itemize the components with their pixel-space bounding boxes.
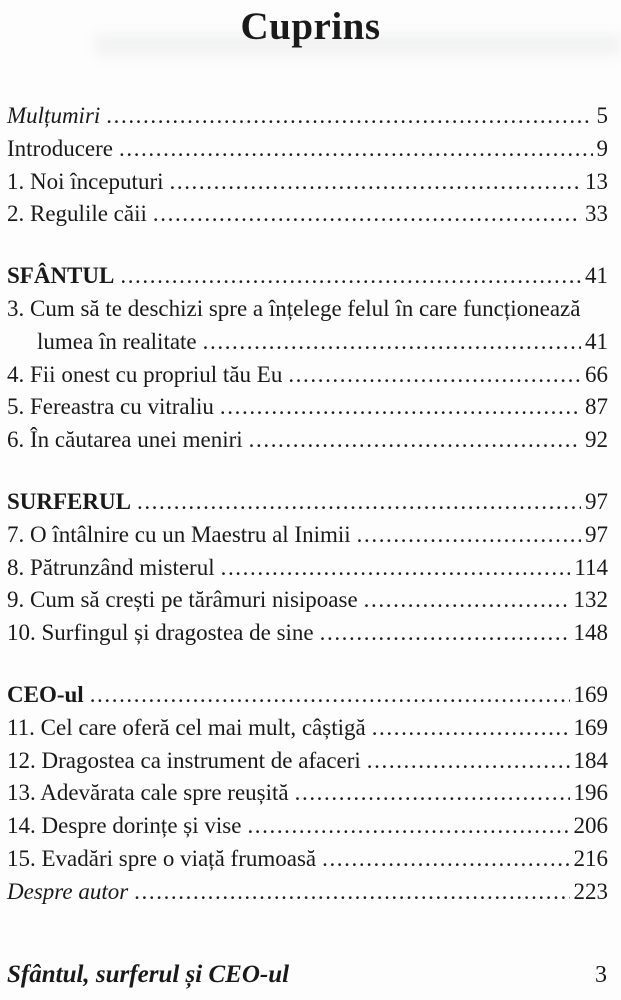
toc-page-number: 184 bbox=[573, 747, 608, 773]
toc-entry bbox=[7, 552, 608, 585]
toc-page-number: 41 bbox=[585, 263, 608, 289]
table-of-contents bbox=[7, 100, 608, 909]
toc-entry-label: 14. Despre dorințe și vise bbox=[7, 813, 242, 839]
toc-entry-label: CEO-ul bbox=[7, 681, 84, 707]
dot-leader bbox=[203, 326, 581, 359]
toc-entry-label: Mulțumiri bbox=[7, 103, 101, 128]
toc-entry-label: 2. Regulile căii bbox=[7, 201, 147, 227]
toc-group bbox=[7, 100, 608, 231]
toc-entry bbox=[7, 679, 608, 712]
toc-entry-label: SURFERUL bbox=[7, 488, 131, 514]
toc-page-number: 97 bbox=[585, 521, 608, 547]
dot-leader bbox=[119, 133, 593, 166]
toc-entry-label: 7. O întâlnire cu un Maestru al Inimii bbox=[7, 521, 351, 547]
dot-leader bbox=[221, 552, 571, 585]
toc-page-number: 5 bbox=[596, 103, 608, 128]
dot-leader bbox=[137, 486, 581, 519]
toc-entry-label: SFÂNTUL bbox=[7, 263, 115, 289]
dot-leader bbox=[367, 745, 570, 778]
toc-page-number: 169 bbox=[573, 681, 608, 707]
toc-page-number: 92 bbox=[585, 427, 608, 453]
dot-leader bbox=[249, 424, 581, 457]
toc-entry bbox=[7, 486, 608, 519]
dot-leader bbox=[134, 876, 569, 909]
page-footer bbox=[7, 958, 607, 992]
toc-entry-label: 1. Noi începuturi bbox=[7, 168, 164, 194]
toc-entry-label: 13. Adevărata cale spre reușită bbox=[7, 780, 289, 806]
dot-leader bbox=[247, 810, 569, 843]
toc-entry bbox=[7, 133, 608, 166]
toc-entry bbox=[7, 326, 608, 359]
toc-entry bbox=[7, 293, 608, 326]
toc-page-number: 66 bbox=[585, 361, 608, 387]
dot-leader bbox=[220, 391, 581, 424]
toc-entry bbox=[7, 166, 608, 199]
toc-page-number: 196 bbox=[573, 780, 608, 806]
toc-entry-label: 4. Fii onest cu propriul tău Eu bbox=[7, 361, 283, 387]
toc-page-number: 87 bbox=[585, 394, 608, 420]
toc-page-number: 148 bbox=[573, 620, 608, 646]
toc-entry-label: 11. Cel care oferă cel mai mult, câștigă bbox=[7, 714, 366, 740]
dot-leader bbox=[170, 166, 582, 199]
toc-entry bbox=[7, 359, 608, 392]
dot-leader bbox=[120, 260, 581, 293]
toc-entry-label: 8. Pătrunzând misterul bbox=[7, 554, 215, 580]
toc-entry-label: 10. Surfingul și dragostea de sine bbox=[7, 620, 314, 646]
toc-entry bbox=[7, 391, 608, 424]
toc-entry bbox=[7, 198, 608, 231]
toc-entry bbox=[7, 519, 608, 552]
toc-page-number: 132 bbox=[573, 587, 608, 613]
toc-entry bbox=[7, 777, 608, 810]
dot-leader bbox=[322, 843, 569, 876]
toc-entry bbox=[7, 876, 608, 909]
toc-group bbox=[7, 486, 608, 650]
dot-leader bbox=[288, 359, 581, 392]
toc-page-number: 33 bbox=[585, 201, 608, 227]
toc-entry-label: 6. În căutarea unei meniri bbox=[7, 427, 243, 453]
dot-leader bbox=[153, 198, 581, 231]
toc-entry-label: lumea în realitate bbox=[37, 328, 197, 354]
toc-entry bbox=[7, 712, 608, 745]
dot-leader bbox=[320, 617, 570, 650]
toc-group bbox=[7, 679, 608, 909]
page-title: Cuprins bbox=[240, 5, 381, 48]
toc-entry-label: 5. Fereastra cu vitraliu bbox=[7, 394, 214, 420]
toc-entry bbox=[7, 617, 608, 650]
dot-leader bbox=[364, 584, 570, 617]
toc-page-number: 114 bbox=[574, 554, 608, 580]
toc-group bbox=[7, 260, 608, 457]
dot-leader bbox=[295, 777, 570, 810]
toc-entry bbox=[7, 260, 608, 293]
footer-book-title: Sfântul, surferul și CEO-ul bbox=[7, 961, 290, 988]
toc-page-number: 97 bbox=[585, 488, 608, 514]
dot-leader bbox=[106, 100, 592, 133]
dot-leader bbox=[372, 712, 570, 745]
toc-entry-label: 15. Evadări spre o viață frumoasă bbox=[7, 845, 317, 871]
toc-page-number: 216 bbox=[573, 845, 608, 871]
toc-entry-label: Introducere bbox=[7, 135, 113, 161]
dot-leader bbox=[357, 519, 581, 552]
toc-entry-label: 9. Cum să crești pe tărâmuri nisipoase bbox=[7, 587, 358, 613]
toc-entry bbox=[7, 745, 608, 778]
toc-page-number: 13 bbox=[585, 168, 608, 194]
footer-page-number: 3 bbox=[595, 962, 607, 988]
toc-entry-label: Despre autor bbox=[7, 878, 129, 904]
toc-entry-label: 12. Dragostea ca instrument de afaceri bbox=[7, 747, 361, 773]
toc-page-number: 223 bbox=[573, 878, 608, 904]
toc-entry bbox=[7, 100, 608, 133]
toc-entry-label: 3. Cum să te deschizi spre a înțelege felul în care funcționează bbox=[7, 295, 581, 321]
toc-entry bbox=[7, 843, 608, 876]
dot-leader bbox=[90, 679, 570, 712]
toc-page-number: 169 bbox=[573, 714, 608, 740]
toc-page-number: 41 bbox=[585, 328, 608, 354]
toc-entry bbox=[7, 424, 608, 457]
toc-entry bbox=[7, 810, 608, 843]
toc-page-number: 206 bbox=[573, 813, 608, 839]
toc-entry bbox=[7, 584, 608, 617]
toc-page-number: 9 bbox=[596, 135, 608, 161]
